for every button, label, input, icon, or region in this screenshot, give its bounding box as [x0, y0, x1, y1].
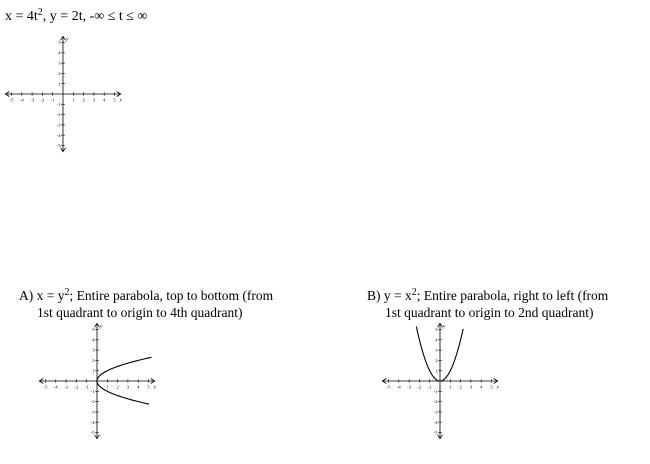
x-tick-label: -3 — [30, 97, 35, 103]
y-tick-label: -4 — [433, 419, 438, 425]
y-tick-label: 5 — [435, 327, 438, 333]
x-tick-label: -3 — [64, 384, 69, 390]
y-tick-label: 1 — [92, 368, 95, 374]
y-tick-label: 2 — [92, 358, 95, 363]
option-a-graph — [33, 322, 161, 442]
x-tick-label: 3 — [126, 384, 130, 390]
y-tick-label: 1 — [58, 81, 61, 87]
x-tick-label: -5 — [43, 384, 48, 390]
question-text — [5, 9, 147, 25]
x-tick-label: -1 — [50, 97, 55, 103]
x-axis-label: x — [153, 385, 156, 391]
x-tick-label: -1 — [427, 384, 432, 390]
y-tick-label: 2 — [58, 71, 61, 76]
x-tick-label: 1 — [449, 384, 452, 390]
question-graph — [0, 28, 140, 160]
option-b-description: ; Entire parabola, right to left (from — [416, 288, 609, 303]
x-tick-label: 2 — [82, 97, 85, 103]
x-tick-label: -1 — [84, 384, 89, 390]
question-equation-part: x = 4t — [5, 9, 38, 24]
y-tick-label: -5 — [90, 430, 95, 436]
x-tick-label: -5 — [9, 97, 14, 103]
y-tick-label: -2 — [56, 112, 61, 118]
option-a-letter: A) — [19, 288, 34, 303]
x-tick-label: -4 — [19, 97, 24, 103]
y-tick-label: 3 — [92, 347, 95, 353]
y-tick-label: 4 — [92, 337, 95, 343]
y-tick-label: -5 — [433, 430, 438, 436]
y-tick-label: 5 — [58, 40, 61, 46]
question-equation-rest: , y = 2t, -∞ ≤ t ≤ ∞ — [42, 9, 148, 24]
x-tick-label: 1 — [72, 97, 75, 103]
y-tick-label: 3 — [58, 60, 61, 66]
y-axis-label: y — [66, 36, 69, 43]
option-a-text — [19, 287, 273, 321]
option-b-line1 — [367, 287, 608, 304]
y-tick-label: 2 — [435, 358, 438, 363]
y-tick-label: -1 — [433, 388, 438, 394]
x-tick-label: -4 — [53, 384, 58, 390]
x-tick-label: -3 — [407, 384, 412, 390]
y-tick-label: -3 — [56, 122, 61, 128]
option-b-graph — [380, 322, 508, 442]
x-tick-label: 1 — [106, 384, 109, 390]
option-b-equation: y = x — [383, 288, 412, 303]
y-tick-label: 4 — [58, 50, 61, 56]
question-exponent: 2 — [37, 7, 43, 18]
x-tick-label: 5 — [113, 97, 116, 103]
option-b-line2: 1st quadrant to origin to 2nd quadrant) — [385, 305, 594, 320]
x-tick-label: 2 — [116, 384, 119, 390]
x-axis-label: x — [119, 98, 122, 104]
option-a-exponent: 2 — [64, 287, 70, 298]
x-tick-label: -4 — [396, 384, 401, 390]
y-axis-label: y — [100, 323, 103, 330]
y-tick-label: 5 — [92, 327, 95, 333]
x-tick-label: 4 — [480, 384, 483, 390]
x-tick-label: 2 — [459, 384, 462, 390]
y-tick-label: 1 — [435, 368, 438, 374]
y-tick-label: -3 — [90, 409, 95, 415]
x-tick-label: -2 — [417, 384, 422, 390]
y-axis-label: y — [443, 323, 446, 330]
y-tick-label: -2 — [433, 399, 438, 405]
option-b-exponent: 2 — [411, 287, 417, 298]
x-tick-label: 3 — [92, 97, 96, 103]
x-tick-label: 3 — [469, 384, 473, 390]
x-axis-label: x — [496, 385, 499, 391]
y-tick-label: -1 — [56, 101, 61, 107]
option-a-line2: 1st quadrant to origin to 4th quadrant) — [37, 305, 243, 320]
y-tick-label: 4 — [435, 337, 438, 343]
y-tick-label: -2 — [90, 399, 95, 405]
x-tick-label: 5 — [490, 384, 493, 390]
option-a-equation: x = y — [36, 288, 65, 303]
option-b-letter: B) — [367, 288, 381, 303]
y-tick-label: -5 — [56, 143, 61, 149]
y-tick-label: -4 — [90, 419, 95, 425]
option-b-text — [367, 287, 608, 321]
option-a-description: ; Entire parabola, top to bottom (from — [69, 288, 274, 303]
option-a-line1 — [19, 287, 273, 304]
y-tick-label: -4 — [56, 132, 61, 138]
y-tick-label: -3 — [433, 409, 438, 415]
x-tick-label: -5 — [386, 384, 391, 390]
x-tick-label: -2 — [74, 384, 79, 390]
y-tick-label: -1 — [90, 388, 95, 394]
y-tick-label: 3 — [435, 347, 438, 353]
x-tick-label: 4 — [137, 384, 140, 390]
x-tick-label: -2 — [40, 97, 45, 103]
x-tick-label: 5 — [147, 384, 150, 390]
x-tick-label: 4 — [103, 97, 106, 103]
